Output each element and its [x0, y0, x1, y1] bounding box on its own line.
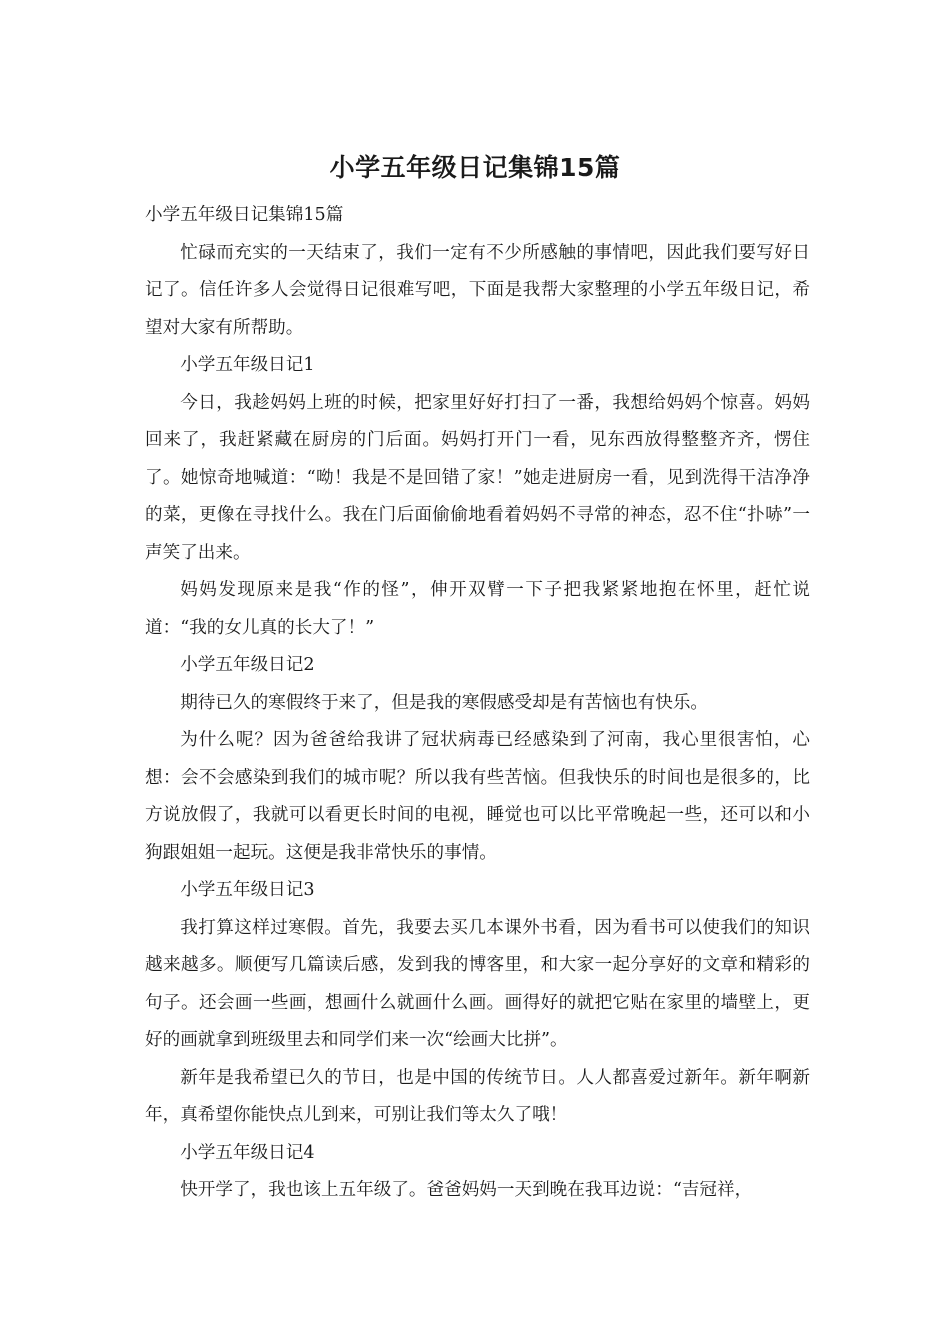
paragraph: 为什么呢？因为爸爸给我讲了冠状病毒已经感染到了河南，我心里很害怕，心想：会不会感染到我们的城市呢？所以我有些苦恼。但我快乐的时间也是很多的，比方说放假了，我就可以看更长时间的电视，睡觉也可以比平常晚起一些，还可以和小狗跟姐姐一起玩。这便是我非常快乐的事情。 — [145, 730, 810, 863]
section-heading: 小学五年级日记1 — [180, 355, 315, 375]
document-subtitle: 小学五年级日记集锦15篇 — [145, 205, 344, 225]
paragraph: 妈妈发现原来是我“作的怪”，伸开双臂一下子把我紧紧地抱在怀里，赶忙说道：“我的女儿真的长大了！” — [145, 580, 810, 638]
section-heading: 小学五年级日记4 — [180, 1142, 315, 1163]
document-title: 小学五年级日记集锦15篇 — [329, 153, 621, 182]
paragraph: 期待已久的寒假终于来了，但是我的寒假感受却是有苦恼也有快乐。 — [180, 692, 709, 713]
paragraph: 新年是我希望已久的节日，也是中国的传统节日。人人都喜爱过新年。新年啊新年，真希望你能快点儿到来，可别让我们等太久了哦！ — [145, 1067, 810, 1125]
paragraph: 我打算这样过寒假。首先，我要去买几本课外书看，因为看书可以使我们的知识越来越多。顺便写几篇读后感，发到我的博客里，和大家一起分享好的文章和精彩的句子。还会画一些画，想画什么就画什么画。画得好的就把它贴在家里的墙壁上，更好的画就拿到班级里去和同学们来一次“绘画大比拼”。 — [145, 917, 810, 1050]
document-body — [145, 197, 810, 1210]
section-heading: 小学五年级日记2 — [180, 655, 315, 675]
section-heading: 小学五年级日记3 — [180, 880, 315, 900]
paragraph: 今日，我趁妈妈上班的时候，把家里好好打扫了一番，我想给妈妈个惊喜。妈妈回来了，我赶紧藏在厨房的门后面。妈妈打开门一看，见东西放得整整齐齐，愣住了。她惊奇地喊道：“呦！我是不是回错了家！”她走进厨房一看，见到洗得干洁净净的菜，更像在寻找什么。我在门后面偷偷地看着妈妈不寻常的神态，忍不住“扑哧”一声笑了出来。 — [145, 392, 810, 563]
paragraph: 快开学了，我也该上五年级了。爸爸妈妈一天到晚在我耳边说：“吉冠祥， — [180, 1180, 753, 1200]
paragraph: 忙碌而充实的一天结束了，我们一定有不少所感触的事情吧，因此我们要写好日记了。信任许多人会觉得日记很难写吧，下面是我帮大家整理的小学五年级日记，希望对大家有所帮助。 — [145, 242, 810, 338]
